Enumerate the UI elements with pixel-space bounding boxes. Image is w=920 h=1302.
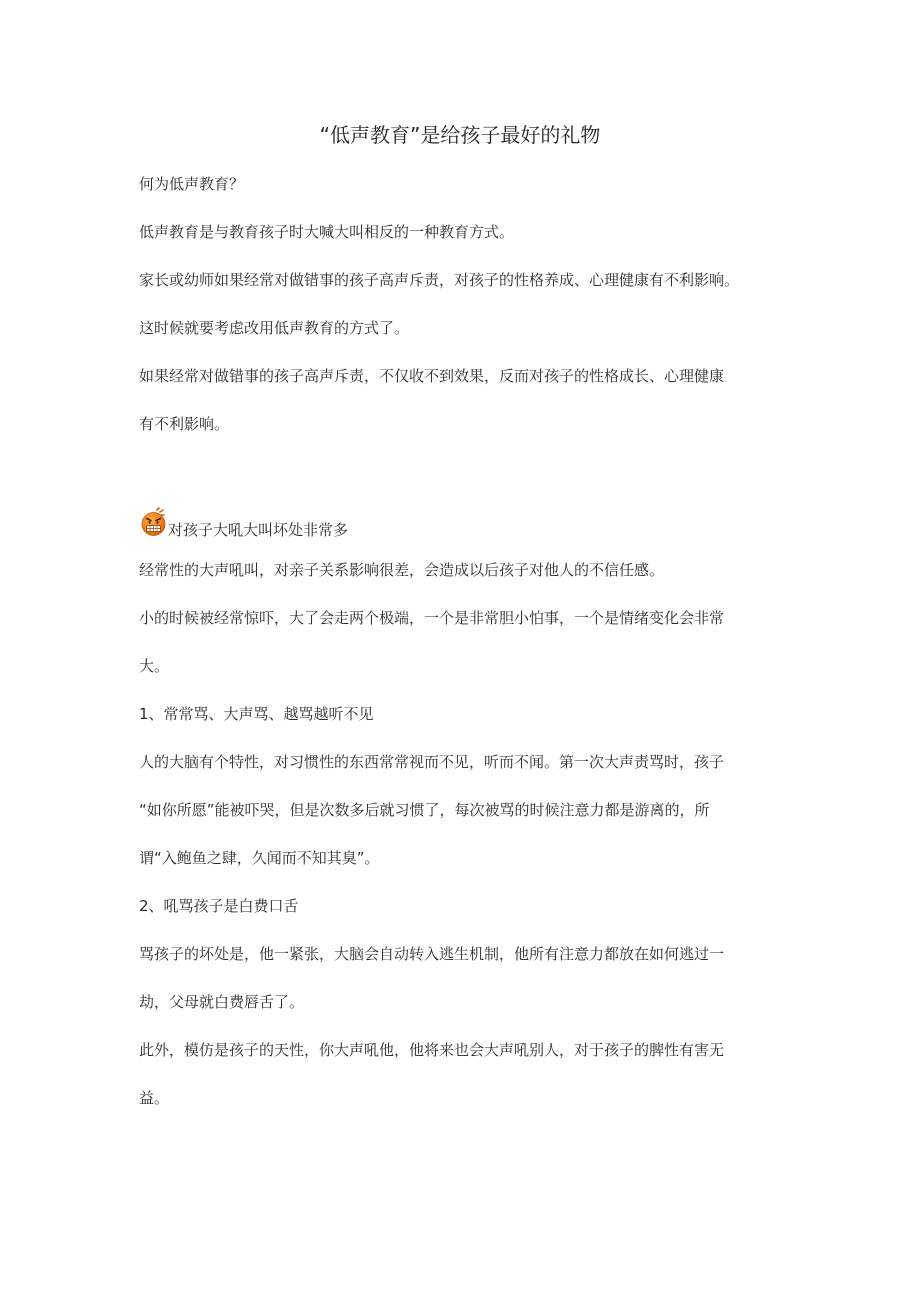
paragraph-line: 劫，父母就白费唇舌了。 [139,993,305,1011]
paragraph-line: 谓“入鲍鱼之肆，久闻而不知其臭”。 [139,849,380,867]
document-title: “低声教育”是给孩子最好的礼物 [319,123,601,147]
paragraph-line: 低声教育是与教育孩子时大喊大叫相反的一种教育方式。 [139,223,515,241]
paragraph-line: 经常性的大声吼叫，对亲子关系影响很差，会造成以后孩子对他人的不信任感。 [139,561,665,579]
paragraph-line: 如果经常对做错事的孩子高声斥责，不仅收不到效果，反而对孩子的性格成长、心理健康 [139,367,725,385]
paragraph-line: 此外，模仿是孩子的天性，你大声吼他，他将来也会大声吼别人，对于孩子的脾性有害无 [139,1041,725,1059]
paragraph-line: 何为低声教育？ [139,175,245,193]
paragraph-line: 家长或幼师如果经常对做错事的孩子高声斥责，对孩子的性格养成、心理健康有不利影响。 [139,271,740,289]
paragraph-line: 小的时候被经常惊吓，大了会走两个极端，一个是非常胆小怕事，一个是情绪变化会非常 [139,609,725,627]
paragraph-line: 骂孩子的坏处是，他一紧张，大脑会自动转入逃生机制，他所有注意力都放在如何逃过一 [139,945,725,963]
subheading-2: 2、吼骂孩子是白费口舌 [139,897,299,915]
subheading-1: 1、常常骂、大声骂、越骂越听不见 [139,705,374,723]
paragraph-line: “如你所愿”能被吓哭，但是次数多后就习惯了，每次被骂的时候注意力都是游离的，所 [139,801,710,819]
section-heading: 对孩子大吼大叫坏处非常多 [168,521,349,539]
paragraph-line: 益。 [139,1089,170,1107]
paragraph-line: 大。 [139,657,170,675]
angry-face-icon [141,507,168,537]
paragraph-line: 人的大脑有个特性，对习惯性的东西常常视而不见，听而不闻。第一次大声责骂时，孩子 [139,753,725,771]
paragraph-line: 这时候就要考虑改用低声教育的方式了。 [139,319,410,337]
paragraph-line: 有不利影响。 [139,415,230,433]
